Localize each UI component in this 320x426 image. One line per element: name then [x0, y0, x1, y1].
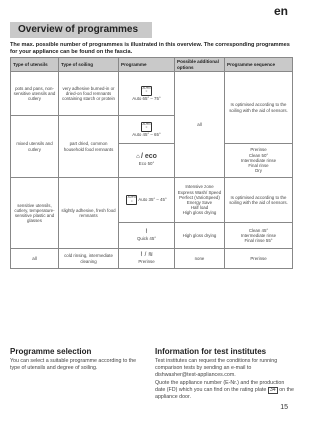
- test-institutes-text: Test institutes can request the conditions for running comparison tests by sending an e-mail to dishwasher@test-appliances.com. Quote the appliance number (E-Nr.) and the production date (FD) which you can find on the rating plate 34 on the appliance door.: [155, 358, 294, 401]
- prerinse-icon: ⌇ / ≋: [140, 252, 153, 259]
- table-row: [11, 178, 293, 223]
- header-sequence: Programme sequence: [225, 58, 293, 72]
- soiling-cell: part dried, common household food remnants: [59, 116, 119, 178]
- auto-65-75-icon: AUTO ≈: [141, 86, 152, 96]
- sequence-cell: Is optimised according to the soiling with the aid of sensors.: [225, 72, 293, 144]
- eco-label: / eco: [140, 153, 157, 161]
- programme-selection-heading: Programme selection: [10, 347, 92, 356]
- utensils-cell: all: [11, 249, 59, 269]
- page-title: Overview of programmes: [10, 22, 152, 38]
- programme-selection-text: You can select a suitable programme according to the type of utensils and degree of soiling.: [10, 358, 137, 372]
- table-row: [11, 72, 293, 116]
- table-row: [11, 249, 293, 269]
- programme-cell: ⌇ / ≋ Prerinse: [119, 249, 175, 269]
- programme-cell: AUTO ≈ Auto 35° – 45°: [119, 178, 175, 223]
- quick-45-icon: ⌇: [145, 229, 148, 236]
- header-utensils: Type of utensils: [11, 58, 59, 72]
- options-cell-all: all: [175, 72, 225, 178]
- header-soiling: Type of soiling: [59, 58, 119, 72]
- sequence-cell: Is optimised according to the soiling with the aid of sensors.: [225, 178, 293, 223]
- programme-cell: AUTO ≈ Auto 45° – 65°: [119, 116, 175, 144]
- auto-45-65-icon: AUTO ≈: [141, 122, 152, 132]
- soiling-cell: very adhesive burned-in or dried-on food remnants containing starch or protein: [59, 72, 119, 116]
- utensils-cell: pots and pans, non-sensitive utensils and cutlery: [11, 72, 59, 116]
- auto-35-45-icon: AUTO ≈: [126, 195, 137, 205]
- intro-text: The max. possible number of programmes is illustrated in this overview. The corresponding programmes for your appliance can be found on the fascia.: [10, 42, 290, 55]
- table-header-row: [11, 58, 293, 72]
- email-link[interactable]: dishwasher@test-appliances.com.: [155, 372, 236, 379]
- sequence-cell: Prerinse: [225, 249, 293, 269]
- sequence-cell: Clean 45° Intermediate rinse Final rinse 55°: [225, 223, 293, 249]
- options-cell: none: [175, 249, 225, 269]
- programme-table: [10, 57, 293, 269]
- header-options: Possible additional options: [175, 58, 225, 72]
- header-programme: Programme: [119, 58, 175, 72]
- plate-reference: 34: [269, 386, 276, 393]
- language-label: en: [273, 4, 288, 18]
- programme-cell: ⌇ Quick 45°: [119, 223, 175, 249]
- soiling-cell: slightly adhesive, fresh food remnants: [59, 178, 119, 249]
- page-number: 15: [280, 404, 288, 411]
- test-institutes-heading: Information for test institutes: [155, 347, 267, 356]
- programme-cell: AUTO ≈ Auto 65° – 75°: [119, 72, 175, 116]
- utensils-cell: mixed utensils and cutlery: [11, 116, 59, 178]
- programme-cell: ⌂ / eco Eco 50°: [119, 144, 175, 178]
- utensils-cell: sensitive utensils, cutlery, temperature-sensitive plastic and glasses: [11, 178, 59, 249]
- options-cell: Intensive zone Express Wash/ Speed Perfect (VarioSpeed) Energy Save Half load High gloss drying: [175, 178, 225, 223]
- options-cell: High gloss drying: [175, 223, 225, 249]
- soiling-cell: cold rinsing, intermediate cleaning: [59, 249, 119, 269]
- sequence-cell: Prerinse Clean 50° Intermediate rinse Final rinse Dry: [225, 144, 293, 178]
- eco-icon: ⌂: [136, 154, 140, 161]
